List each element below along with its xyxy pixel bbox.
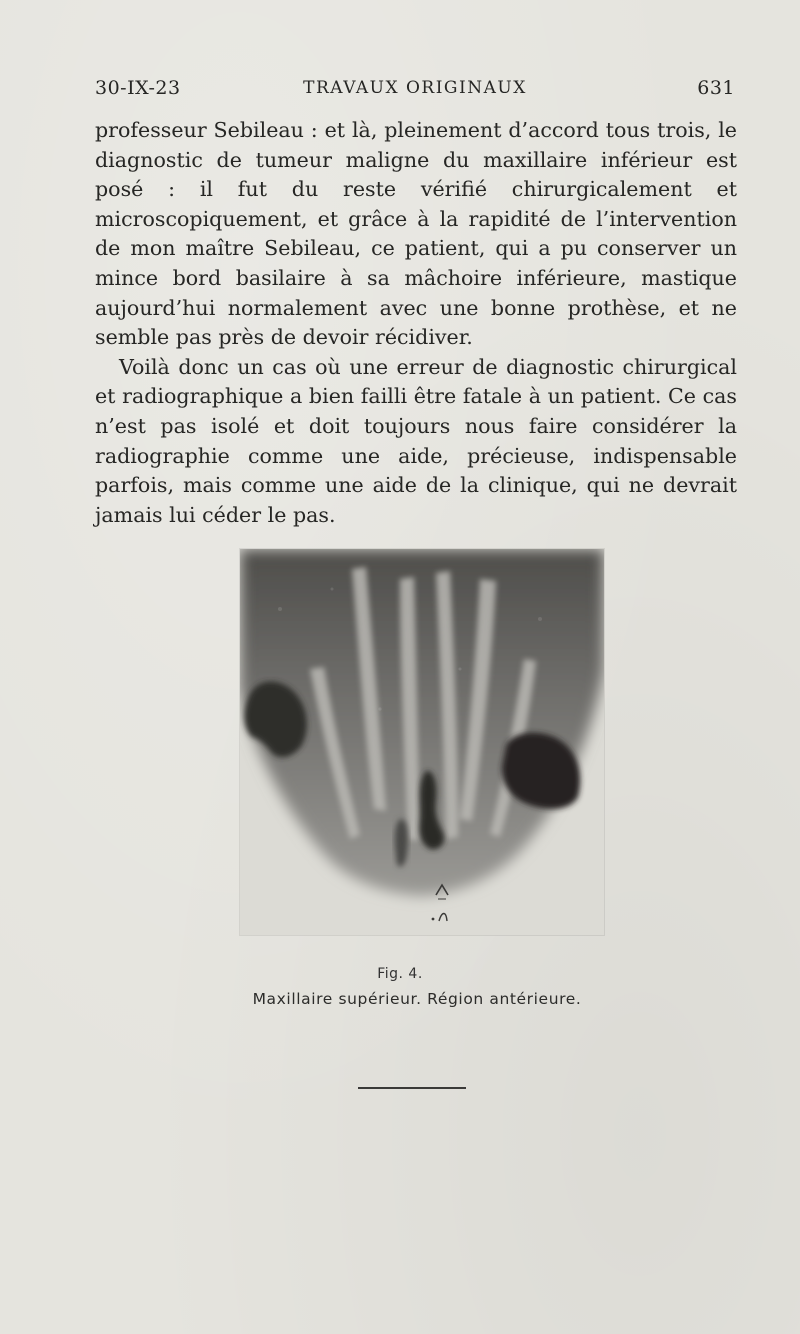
paragraph-2: Voilà donc un cas où une erreur de diagnostic chirurgical et radiographique a bien failli être fatale à un patient. Ce cas n’est pas isolé et doit toujours nous faire considérer la radiographie comme une aide, précieuse, indispensable parfois, mais comme une aide de la clinique, qui ne devrait jamais lui céder le pas. [95, 354, 737, 527]
header-page-number: 631 [697, 77, 735, 99]
radiograph-image [240, 549, 604, 935]
header-date: 30-IX-23 [95, 77, 181, 99]
body-text [95, 116, 737, 530]
paragraph-1: professeur Sebileau : et là, pleinement d’accord tous trois, le diagnostic de tumeur maligne du maxillaire inférieur est posé : il fut du reste vérifié chirurgicalement et microscopiquement, et grâce à la rapidité de l’intervention de mon maître Sebileau, ce patient, qui a pu conserver un mince bord basilaire à sa mâchoire inférieure, mastique aujourd’hui normalement avec une bonne prothèse, et ne semble pas près de devoir récidiver. [95, 118, 737, 350]
running-head [95, 76, 735, 100]
figure-caption: Maxillaire supérieur. Région antérieure. [252, 990, 582, 1008]
figure-label: Fig. 4. [377, 966, 423, 982]
radiograph-figure [240, 549, 604, 935]
end-rule-divider [358, 1087, 466, 1089]
header-section-title: TRAVAUX ORIGINAUX [303, 78, 527, 98]
